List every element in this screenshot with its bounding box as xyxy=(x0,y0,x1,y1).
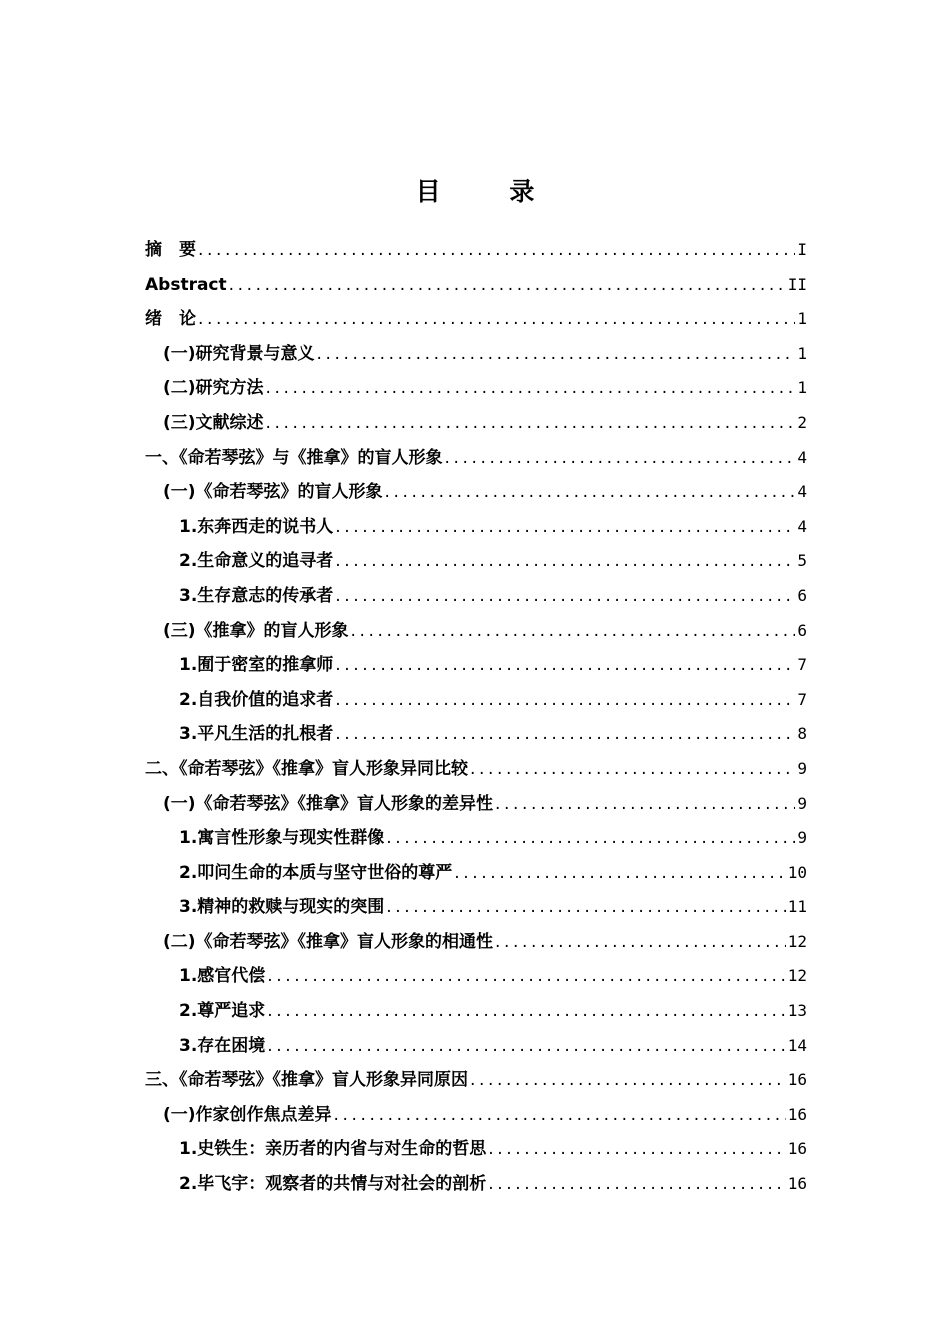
toc-entry-label: 1.寓言性形象与现实性群像 xyxy=(179,828,385,849)
toc-entry[interactable] xyxy=(145,683,807,718)
toc-entry-label: (三)文献综述 xyxy=(163,412,264,433)
toc-leader-dots xyxy=(351,614,796,649)
toc-entry[interactable] xyxy=(145,1167,807,1202)
toc-entry[interactable] xyxy=(145,925,807,960)
toc-title: 目 录 xyxy=(415,177,565,206)
toc-entry-label: 2.自我价值的追求者 xyxy=(179,689,334,710)
toc-entry-label: 3.生存意志的传承者 xyxy=(179,585,334,606)
toc-leader-dots xyxy=(198,233,795,268)
toc-entry[interactable] xyxy=(145,1063,807,1098)
toc-entry-page: 1 xyxy=(797,309,807,329)
toc-entry[interactable] xyxy=(145,337,807,372)
toc-entry-label: (三)《推拿》的盲人形象 xyxy=(163,620,349,641)
toc-entry[interactable] xyxy=(145,787,807,822)
toc-entry[interactable] xyxy=(145,233,807,268)
toc-entry-label: (一)《命若琴弦》《推拿》盲人形象的差异性 xyxy=(163,793,494,814)
toc-entry-page: 12 xyxy=(787,931,807,951)
toc-leader-dots xyxy=(488,1132,785,1167)
toc-entry[interactable] xyxy=(145,579,807,614)
toc-entry[interactable] xyxy=(145,1132,807,1167)
toc-entry-page: 10 xyxy=(787,862,807,882)
toc-entry-label: 绪 论 xyxy=(145,309,196,330)
toc-entry-page: 4 xyxy=(797,482,807,502)
toc-leader-dots xyxy=(335,648,795,683)
toc-entry-page: 12 xyxy=(787,966,807,986)
toc-leader-dots xyxy=(495,925,786,960)
toc-entry-page: 1 xyxy=(797,343,807,363)
toc-entry[interactable] xyxy=(145,441,807,476)
toc-entry-label: 2.生命意义的追寻者 xyxy=(179,551,334,572)
toc-entry[interactable] xyxy=(145,1098,807,1133)
toc-entry-label: 二、《命若琴弦》《推拿》盲人形象异同比较 xyxy=(145,758,468,779)
toc-leader-dots xyxy=(267,1029,785,1064)
toc-entry-label: 摘 要 xyxy=(145,240,196,260)
toc-entry-page: I xyxy=(797,240,807,259)
toc-leader-dots xyxy=(488,1167,785,1202)
toc-entry[interactable] xyxy=(145,475,807,510)
toc-entry-label: 一、《命若琴弦》与《推拿》的盲人形象 xyxy=(145,447,443,468)
toc-entry-page: 7 xyxy=(797,689,807,709)
toc-entry-page: 4 xyxy=(797,516,807,536)
toc-entry-label: (一)《命若琴弦》的盲人形象 xyxy=(163,482,383,503)
toc-entry[interactable] xyxy=(145,268,807,303)
toc-entry[interactable] xyxy=(145,959,807,994)
toc-entry-label: 1.史铁生：亲历者的内省与对生命的哲思 xyxy=(179,1139,487,1160)
toc-entry[interactable] xyxy=(145,994,807,1029)
toc-entry-label: (二)《命若琴弦》《推拿》盲人形象的相通性 xyxy=(163,931,494,952)
toc-leader-dots xyxy=(229,268,786,303)
toc-entry[interactable] xyxy=(145,1029,807,1064)
toc-entry-page: 1 xyxy=(797,378,807,398)
toc-entry-page: 16 xyxy=(787,1070,807,1090)
toc-leader-dots xyxy=(454,856,785,891)
toc-leader-dots xyxy=(266,371,796,406)
toc-entry-page: 16 xyxy=(787,1139,807,1159)
toc-leader-dots xyxy=(335,683,795,718)
toc-entry-label: 2.叩问生命的本质与坚守世俗的尊严 xyxy=(179,862,453,883)
toc-entry[interactable] xyxy=(145,302,807,337)
toc-entry-page: 11 xyxy=(787,897,807,917)
toc-entry-label: 三、《命若琴弦》《推拿》盲人形象异同原因 xyxy=(145,1070,468,1091)
toc-entry-label: 1.东奔西走的说书人 xyxy=(179,516,334,537)
toc-leader-dots xyxy=(267,959,785,994)
toc-leader-dots xyxy=(470,752,795,787)
toc-entry[interactable] xyxy=(145,544,807,579)
toc-entry[interactable] xyxy=(145,821,807,856)
toc-leader-dots xyxy=(335,579,795,614)
toc-entry-page: II xyxy=(787,274,807,294)
toc-entry-label: 1.感官代偿 xyxy=(179,966,266,987)
toc-entry[interactable] xyxy=(145,510,807,545)
toc-leader-dots xyxy=(386,890,785,925)
toc-leader-dots xyxy=(495,787,795,822)
toc-entry-label: 1.囿于密室的推拿师 xyxy=(179,655,334,676)
toc-entry[interactable] xyxy=(145,371,807,406)
toc-entry-page: 8 xyxy=(797,724,807,744)
toc-leader-dots xyxy=(317,337,796,372)
toc-entry-label: (一)作家创作焦点差异 xyxy=(163,1104,332,1125)
toc-entry[interactable] xyxy=(145,856,807,891)
toc-leader-dots xyxy=(334,1098,786,1133)
toc-entry-label: 3.存在困境 xyxy=(179,1035,266,1056)
toc-entry-label: 3.精神的救赎与现实的突围 xyxy=(179,897,385,918)
toc-entry-page: 13 xyxy=(787,1001,807,1021)
toc-entry-label: (一)研究背景与意义 xyxy=(163,343,315,364)
toc-entry-page: 14 xyxy=(787,1035,807,1055)
toc-leader-dots xyxy=(470,1063,786,1098)
toc-entry[interactable] xyxy=(145,648,807,683)
toc-entry-page: 7 xyxy=(797,655,807,675)
toc-leader-dots xyxy=(335,717,795,752)
toc-entry-page: 5 xyxy=(797,551,807,571)
toc-entry[interactable] xyxy=(145,890,807,925)
toc-entry[interactable] xyxy=(145,406,807,441)
toc-entry-page: 16 xyxy=(787,1174,807,1194)
toc-entry-page: 9 xyxy=(797,793,807,813)
toc-entry-label: 3.平凡生活的扎根者 xyxy=(179,724,334,745)
toc-entry-label: 2.毕飞宇：观察者的共情与对社会的剖析 xyxy=(179,1174,487,1195)
toc-entry-page: 6 xyxy=(797,585,807,605)
toc-entry[interactable] xyxy=(145,717,807,752)
toc-entry[interactable] xyxy=(145,752,807,787)
toc-leader-dots xyxy=(198,302,795,337)
toc-entry-label: (二)研究方法 xyxy=(163,378,264,399)
toc-entry-page: 6 xyxy=(797,620,807,640)
toc-leader-dots xyxy=(335,544,795,579)
toc-entry-label: 2.尊严追求 xyxy=(179,1001,266,1022)
toc-entry-page: 9 xyxy=(797,828,807,848)
toc-list xyxy=(145,233,807,1202)
toc-leader-dots xyxy=(266,406,796,441)
toc-entry-page: 9 xyxy=(797,758,807,778)
toc-leader-dots xyxy=(267,994,785,1029)
toc-leader-dots xyxy=(385,475,796,510)
toc-leader-dots xyxy=(445,441,796,476)
toc-entry-label: Abstract xyxy=(145,274,227,295)
toc-entry-page: 16 xyxy=(787,1104,807,1124)
toc-leader-dots xyxy=(386,821,795,856)
toc-entry[interactable] xyxy=(145,614,807,649)
toc-entry-page: 2 xyxy=(797,412,807,432)
toc-entry-page: 4 xyxy=(797,447,807,467)
toc-leader-dots xyxy=(335,510,795,545)
